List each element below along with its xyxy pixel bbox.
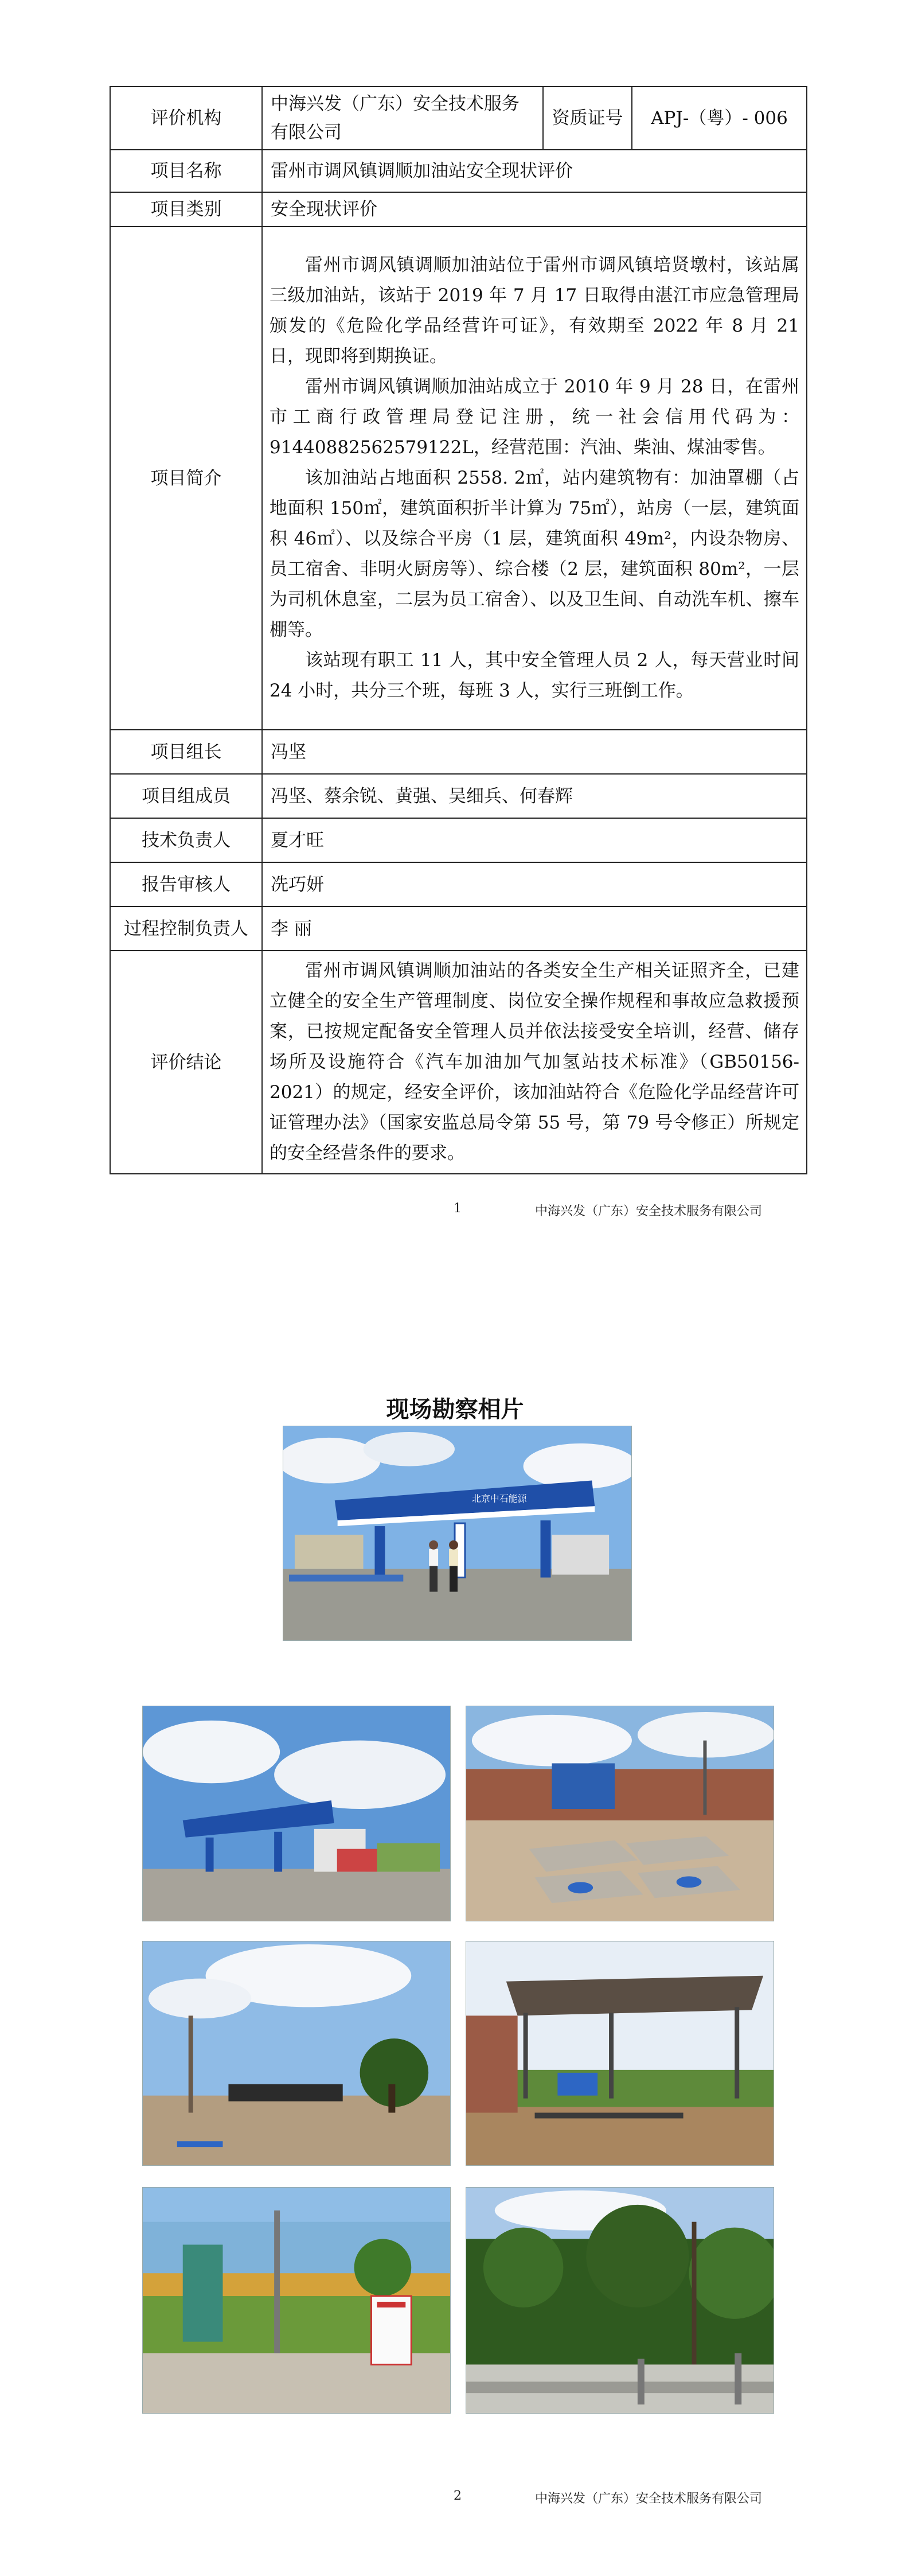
conclusion-value xyxy=(262,951,807,1174)
members-label: 项目组成员 xyxy=(110,774,262,818)
cert-label: 资质证号 xyxy=(543,87,632,150)
leader-value: 冯坚 xyxy=(262,730,807,774)
intro-paragraph: 雷州市调风镇调顺加油站成立于 2010 年 9 月 28 日，在雷州市工商行政管理局登记注册，统一社会信用代码为：91440882562579122L，经营范围：汽油、柴油、煤油零售。 xyxy=(270,376,799,458)
evaluation-info-table xyxy=(110,86,807,1174)
conclusion-paragraph: 雷州市调风镇调顺加油站的各类安全生产相关证照齐全，已建立健全的安全生产管理制度、岗位安全操作规程和事故应急救援预案，已按规定配备安全管理人员并依法接受安全培训，经营、储存场所及设施符合《汽车加油加气加氢站技术标准》（GB50156-2021）的规定，经安全评价，该加油站符合《危险化学品经营许可证管理办法》（国家安监总局令第 55 号，第 79 号令修正）所规定的安全经营条件的要求。 xyxy=(270,960,799,1164)
station-front-photo xyxy=(283,1426,632,1641)
intro-paragraph: 该站现有职工 11 人，其中安全管理人员 2 人，每天营业时间 24 小时，共分三个班，每班 3 人，实行三班倒工作。 xyxy=(270,650,799,701)
photo-section-title: 现场勘察相片 xyxy=(386,1396,524,1423)
reviewer-value: 冼巧妍 xyxy=(262,862,807,906)
project-type-label: 项目类别 xyxy=(110,192,262,227)
process-value: 李 丽 xyxy=(262,906,807,951)
tech-label: 技术负责人 xyxy=(110,818,262,862)
conclusion-label: 评价结论 xyxy=(110,951,262,1174)
page-number: 2 xyxy=(454,2489,462,2503)
canopy-structure-photo xyxy=(466,1941,774,2166)
tech-value: 夏才旺 xyxy=(262,818,807,862)
page-number: 1 xyxy=(454,1201,462,1216)
intro-paragraph: 该加油站占地面积 2558. 2㎡，站内建筑物有：加油罩棚（占地面积 150㎡，建筑面积折半计算为 75㎡），站房（一层，建筑面积 46㎡）、以及综合平房（1 层，建筑面积 49m²，内设杂物房、员工宿舍、非明火厨房等）、综合楼（2 层，建筑面积 80m²，一层为司机休息室，二层为员工宿舍）、以及卫生间、自动洗车机、擦车棚等。 xyxy=(270,468,799,640)
footer-company: 中海兴发（广东）安全技术服务有限公司 xyxy=(535,1204,763,1219)
process-label: 过程控制负责人 xyxy=(110,906,262,951)
shed-area-photo xyxy=(142,1941,451,2166)
painted-wall-photo xyxy=(142,2187,451,2414)
intro-label: 项目简介 xyxy=(110,227,262,730)
footer-company: 中海兴发（广东）安全技术服务有限公司 xyxy=(535,2492,763,2506)
trees-fence-photo xyxy=(466,2187,774,2414)
intro-value xyxy=(262,227,807,730)
reviewer-label: 报告审核人 xyxy=(110,862,262,906)
cert-value: APJ-（粤）- 006 xyxy=(632,87,807,150)
leader-label: 项目组长 xyxy=(110,730,262,774)
members-value: 冯坚、蔡余锐、黄强、吴细兵、何春辉 xyxy=(262,774,807,818)
org-label: 评价机构 xyxy=(110,87,262,150)
project-name-label: 项目名称 xyxy=(110,150,262,192)
intro-paragraph: 雷州市调风镇调顺加油站位于雷州市调风镇培贤墩村，该站属三级加油站，该站于 2019 年 7 月 17 日取得由湛江市应急管理局颁发的《危险化学品经营许可证》，有效期至 2022 年 8 月 21 日，现即将到期换证。 xyxy=(270,255,799,367)
org-value: 中海兴发（广东）安全技术服务有限公司 xyxy=(262,87,543,150)
project-name-value: 雷州市调风镇调顺加油站安全现状评价 xyxy=(262,150,807,192)
canopy-sign-text: 北京中石能源 xyxy=(471,1493,527,1504)
project-type-value: 安全现状评价 xyxy=(262,192,807,227)
station-side-photo xyxy=(142,1706,451,1921)
tank-area-photo xyxy=(466,1706,774,1921)
